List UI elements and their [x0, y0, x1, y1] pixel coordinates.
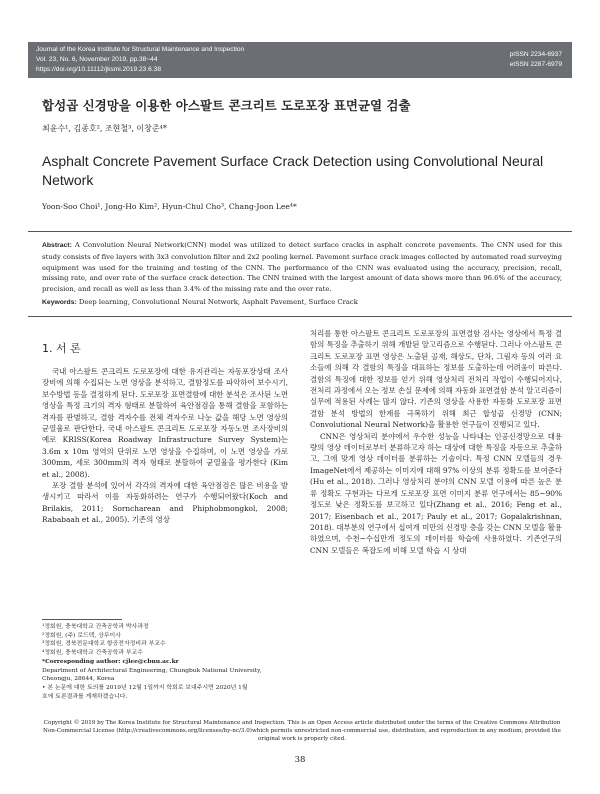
- footnote: ²정회원, (주) 로드텍, 상무이사: [42, 632, 121, 639]
- korean-authors: 최윤수¹, 김종호², 조현철³, 이창준⁴*: [42, 124, 167, 133]
- footnotes: [42, 623, 288, 701]
- footnote: Cheongju, 28644, Korea: [42, 676, 115, 683]
- footnote: ⁴정회원, 충북대학교 건축공학과 부교수: [42, 650, 143, 657]
- right-column: [310, 328, 562, 556]
- korean-title: 합성곱 신경망을 이용한 아스팔트 콘크리트 도로포장 표면균열 검출: [42, 98, 411, 113]
- keywords-label: Keywords:: [42, 299, 77, 306]
- journal-name: Journal of the Korea Institute for Structural Maintenance and Inspection: [36, 46, 245, 53]
- section-heading: 1. 서 론: [42, 342, 81, 355]
- english-title: Asphalt Concrete Pavement Surface Crack Detection using Convolutional Neural Network: [42, 153, 544, 188]
- footnote-rule: [42, 619, 122, 620]
- abstract-bottom-rule: [28, 316, 572, 317]
- footnote: ³정회원, 경북전문대학교 항공전자정비과 부교수: [42, 641, 166, 648]
- abstract: [42, 240, 562, 295]
- footnote: Department of Architectural Engineering, Chungbuk National University,: [42, 667, 262, 674]
- page-number: 38: [294, 755, 306, 765]
- footnote: ¹정회원, 충북대학교 건축공학과 박사과정: [42, 624, 149, 630]
- abstract-label: Abstract:: [42, 242, 72, 249]
- english-authors: Yoon-Soo Choi¹, Jong-Ho Kim², Hyun-Chul Cho³, Chang-Joon Lee⁴*: [42, 202, 297, 211]
- paragraph: CNN은 영상처리 분야에서 우수한 성능을 나타내는 인공신경망으로 대용량의 영상 데이터로부터 분류하고자 하는 대상에 대한 특징을 자동으로 추출하고, 그에 맞게 영상 데이터를 분류하는 기술이다. 특정 CNN 모델들의 경우 ImageNet에서 제공하는 이미지에 대해 97% 이상의 분류 정확도를 보여준다(Hu et al., 2018). 그러나 영상처리 분야의 CNN 모델 이용에 따른 높은 분류 정확도 구현과는 다르게 도로포장 표면 이미지 분류 연구에서는 85~90% 정도로 낮은 정확도를 보고하고 있다(Zhang et al., 2016; Feng et al., 2017; Eisenbach et al., 2017; Pauly et al., 2017; Gopalakrishnan, 2018). 대부분의 연구에서 십여개 미만의 신경망 층을 갖는 CNN 모델을 활용하였으며, 수천~수십만개 정도의 데이터를 학습에 사용하였다. 기존연구의 CNN 모델들은 복잡도에 비해 모델 학습 시 상대: [310, 431, 562, 555]
- abstract-top-rule: [28, 231, 572, 232]
- left-column: [42, 366, 288, 526]
- keywords: [42, 298, 562, 306]
- corresponding-author: *Corresponding author: cjlee@cbnu.ac.kr: [42, 657, 179, 665]
- journal-info: [36, 45, 244, 75]
- copyright-notice: Copyright © 2019 by The Korea Institute for Structural Maintenance and Inspection. This is an Open Access article distributed under the terms of the Creative Commons Attribution Non-Commercial License (http://creativecommons.org/licenses/by-nc/3.0)which permits unrestricted non-commercial use, distribution, and reproduction in any medium, provided the original work is properly cited.: [43, 720, 561, 742]
- paragraph: 처리를 통한 아스팔트 콘크리트 도로포장의 표면결함 검사는 영상에서 특정 결함의 특징을 추출하기 위해 개발된 알고리즘으로 수행된다. 그러나 아스팔트 콘크리트 도로포장 표면 영상은 노출된 골재, 해상도, 단차, 그림자 등의 여러 요소들에 의해 각 결함의 특징을 대표하는 정보를 도출하는데 어려움이 따른다. 결함의 특징에 대한 정보를 얻기 위해 영상처리 전처리 작업이 수행되어지나, 전처리 과정에서 오는 정보 손실 문제에 의해 자동화 표면결함 분석 알고리즘이 실무에 적용된 사례는 많지 않다. 기존의 영상을 사용한 자동화 도로포장 표면결함 분석 방법의 한계를 극복하기 위해 최근 합성곱 신경망 (CNN; Convolutional Neural Network)을 활용한 연구들이 진행되고 있다.: [310, 329, 562, 430]
- footnote: • 본 논문에 대한 토의를 2019년 12월 1일까지 학회로 보내주시면 2020년 1월: [42, 684, 248, 691]
- eissn: eISSN 2287-6979: [509, 61, 562, 68]
- footnote: 호에 토론결과를 게재하겠습니다.: [42, 693, 128, 700]
- volume-line: Vol. 23, No. 6, November 2019, pp.38~44: [36, 56, 158, 63]
- doi-link[interactable]: https://doi.org/10.11112/jksmi.2019.23.6.38: [36, 66, 161, 73]
- issn-info: [510, 50, 562, 70]
- journal-banner: [28, 42, 572, 78]
- abstract-text: A Convolution Neural Network(CNN) model was utilized to detect surface cracks in asphalt concrete pavements. The CNN used for this study consists of five layers with 3x3 convolution filter and 2x2 pooling kernel. Pavement surface crack images collected by automated road surveying equipment was used for the training and testing of the CNN. The performance of the CNN was evaluated using the accuracy, precision, recall, missing rate, and over rate of the surface crack detection. The CNN trained with the largest amount of data shows more than 96.6% of the accuracy, precision, and recall as well as less than 3.4% of the missing rate and the over rate.: [42, 241, 562, 294]
- paragraph: 포장 결함 분석에 있어서 각각의 격자에 대한 육안점검은 많은 비용을 발생시키고 따라서 이를 자동화하려는 연구가 수행되어왔다(Koch and Brilakis, 2011; Sorncharean and Phiphobmongkol, 2008; Rababaah et al., 2005). 기존의 영상: [42, 481, 288, 525]
- pissn: pISSN 2234-6937: [509, 51, 562, 58]
- keywords-text: Deep learning, Convolutional Neural Network, Asphalt Pavement, Surface Crack: [78, 298, 358, 306]
- paragraph: 국내 아스팔트 콘크리트 도로포장에 대한 유지관리는 자동포장상태 조사장비에 의해 수집되는 노면 영상을 분석하고, 결함정도를 파악하여 보수시기, 보수방법 등을 결정하게 된다. 도로포장 표면결함에 대한 분석은 조사된 노면 영상을 특정 크기의 격자 형태로 분할하여 육안점검을 통해 결함을 포함하는 격자를 판별하고, 결함 격자수를 전체 격자수로 나눈 값을 해당 노면 영상의 균열율로 판단한다. 국내 아스팔트 콘크리트 도로포장 자동노면 조사장비의 예로 KRISS(Korea Roadway Infrastructure Survey System)는 3.6m x 10m 영역의 단위로 노면 영상을 수집하며, 이 노면 영상을 가로 300mm, 세로 300mm의 격자 형태로 분할하여 균열율을 평가한다 (Kim et al., 2008).: [42, 367, 288, 479]
